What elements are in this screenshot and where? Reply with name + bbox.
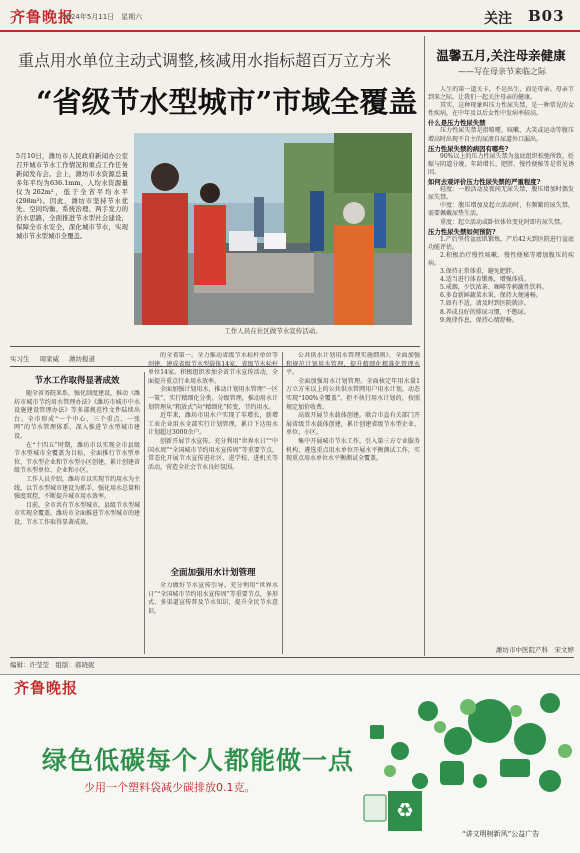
health-article-title: 温馨五月,关注母亲健康	[436, 48, 566, 63]
health-paragraph: 7.如有不适，请及时到医院就诊。	[440, 300, 530, 308]
eco-icons-illustration	[340, 681, 576, 841]
paragraph: 公共供水计划用水管理实施细则》，全面加强和规范计划用水管理，提升精细化精准化管理水平。	[286, 352, 420, 377]
page-number: B03	[528, 7, 565, 25]
editor-credit: 编辑：许莹莹 组版：郝晓妮	[10, 661, 95, 669]
newspaper-logo: 齐鲁晚报	[10, 8, 75, 26]
article-column-2	[148, 352, 278, 564]
public-service-ad	[0, 674, 580, 853]
ad-newspaper-logo: 齐鲁晚报	[14, 679, 79, 697]
section-name: 关注	[484, 11, 512, 27]
byline	[10, 354, 103, 363]
article-column-2b	[148, 582, 278, 654]
svg-text:♻: ♻	[396, 798, 414, 822]
paragraph: 近年来，潍坊市用水户实现了零增长，新增工业企业用水全部实行计划管理，累计下达用水计划超过3000余户。	[148, 412, 278, 437]
health-paragraph: 2.积极治疗慢性咳嗽、慢性便秘等增加腹压的疾病。	[428, 251, 574, 267]
health-article-author: 潍坊市中医院产科 宋文婷	[496, 646, 574, 654]
paragraph: 在“十四五”时期，潍坊市以实现全市县级节水型城市全覆盖为目标，全面推行节水型单位、节水型企业和节水型小区创建，累计创建省级节水型单位、企业和小区。	[14, 441, 140, 475]
health-paragraph: 轻度：一般活动及夜间无尿失禁，腹压增加时偶发尿失禁。	[428, 186, 574, 202]
paragraph: 随全省务院来系，强化制度建设，推动《潍坊市城市节约用水管理办法》《潍坊市城市中水设施建设管理办法》等多部规范性文件陆续出台。全市形成“一个中心、三个重点、一张网”的节水管理体系，深入推进节水型城市建设。	[14, 390, 140, 440]
health-paragraph: 90%以上的压力性尿失禁为盆底组织松弛所致，妊娠与阴道分娩、年龄增长、肥胖、慢性便秘等是常见诱因。	[428, 152, 574, 176]
health-paragraph: 8.养成良好的排尿习惯，不憋尿。	[440, 308, 530, 316]
paragraph: 的全省第一。全力推动省级节水标杆单位等创建，建成省级节水型载体14家，省级节水标杆单位14家。积极组织参加全省节水宣传活动，全面提升重点行业用水效率。	[148, 352, 278, 385]
issue-date: 2024年5月11日 星期六	[62, 13, 143, 21]
health-paragraph: 中度：腹压增加及起立活动时，有频繁的尿失禁，需要佩戴尿垫生活。	[428, 202, 574, 218]
article-column-3	[286, 352, 420, 654]
section-heading: 节水工作取得显著成效	[34, 376, 120, 386]
ad-credit: “讲文明树新风”公益广告	[462, 830, 540, 838]
divider	[10, 346, 420, 347]
column-rule	[282, 352, 283, 654]
divider	[10, 657, 574, 658]
paragraph: 高效开展节水载体创建。联合市直有关部门开展省级节水载体创建，累计创建省级节水型企业、单位、小区。	[286, 412, 420, 437]
health-article-body	[428, 86, 574, 656]
byline-location: 潍坊报道	[69, 355, 96, 363]
health-paragraph: 5.戒烟，少饮浓茶、咖啡等刺激性饮料。	[440, 284, 548, 292]
health-subheading: 如何去观评价压力性尿失禁的严重程度?	[428, 178, 541, 187]
lede-paragraph: 5月10日，潍坊市人民政府新闻办公室召开城市节水工作情况和重点工作任务新闻发布会。会上，潍坊市水资源总量多年平均为636.1mm，人均水资源量仅为262m³，低于全省平均水平(298m³)。因此，潍坊市坚持节水优先、空间均衡、系统治理、两手发力的治水思路，全面推进节水型社会建设，保障全市水安全，深化城市节水，实现城市节水型城市全覆盖。	[16, 152, 128, 241]
byline-role: 实习生	[10, 355, 30, 363]
health-paragraph: 3.保持正常体重，避免肥胖。	[440, 268, 518, 276]
ad-slogan: 绿色低碳每个人都能做一点	[42, 746, 355, 775]
column-rule	[144, 372, 145, 654]
health-subheading: 压力性尿失禁如何预防?	[428, 227, 496, 236]
health-paragraph: 压力性尿失禁是指喷嚏、咳嗽、大笑或运动等腹压增高时出现不自主的尿液自尿道外口漏出。	[428, 127, 574, 143]
news-photo	[134, 133, 412, 325]
paragraph: 全面加强计划用水，推动计划用水管理“一区一策”，实行精细化分类、分级管理，推动用水计划管理从“粗放式”向“精细化”转变，节约用水。	[148, 386, 278, 411]
article-column-1	[14, 390, 140, 654]
paragraph: 创新开展节水宣传。充分利用“世界水日”“中国水周”“全国城市节约用水宣传周”等重要节点，常态化开展节水宣传进社区、进学校、进机关等活动，营造全社会节水良好氛围。	[148, 437, 278, 471]
health-subheading: 压力性尿失禁的病因有哪些?	[428, 144, 509, 153]
photo-caption: 工作人员在社区做节水宣传活动。	[224, 327, 322, 335]
health-paragraph: 重度：起立活动或卧位体位变化时即有尿失禁。	[440, 218, 567, 226]
health-paragraph: 人生的第一道关卡，不是出生，而是母亲。母亲节到来之际，让我们一起关注母亲的健康。	[428, 86, 574, 102]
main-headline: “省级节水型城市”市域全覆盖	[36, 85, 418, 119]
paragraph: 全力做好节水宣传引导。充分利用“世界水日”“全国城市节约用水宣传周”等重要节点，多形式、多渠道宣传普及节水知识，提升全民节水意识。	[148, 582, 278, 615]
paragraph: 全面加强用水计划管理。全面核定年用水量1万立方米以上的公共供水管网用户用水计划，动态实现“100%全覆盖”。拒不执行用水计划的，按照规定加价收费。	[286, 377, 420, 411]
health-paragraph: 1.产后坚持盆底肌锻炼，产后42天到医院进行盆底功能评估。	[428, 235, 574, 251]
byline-author: 周家威	[39, 355, 60, 363]
paragraph: 工作人员介绍，潍坊市以实现节约用水为主线，以节水型城市建设为抓手，强化用水总量和强度双控，不断提升城市用水效率。	[14, 475, 140, 501]
health-paragraph: 4.适当进行体育锻炼，增强体质。	[440, 276, 530, 284]
paragraph: 目前，全市共有节水型城市，县级节水型城市实现全覆盖。潍坊市全面推进节水型城市的建设，节水工作取得显著成效。	[14, 501, 140, 526]
health-paragraph: 其实，这种现象叫压力性尿失禁，是一种常见的女性疾病，在中年及以后女性中发病率较高。	[428, 102, 574, 118]
health-paragraph: 6.多食新鲜蔬菜水果，保持大便通畅。	[440, 292, 542, 300]
ad-subtitle: 少用一个塑料袋减少碳排放0.1克。	[84, 781, 256, 794]
health-subheading: 什么是压力性尿失禁	[428, 119, 486, 128]
health-article-subtitle: ——写在母亲节来临之际	[458, 67, 546, 76]
health-paragraph: 9.规律作息，保持心情舒畅。	[440, 316, 518, 324]
column-rule	[424, 36, 425, 656]
sub-headline: 重点用水单位主动式调整,核减用水指标超百万立方米	[18, 51, 392, 70]
section-heading: 全面加强用水计划管理	[170, 568, 256, 578]
paragraph: 集中开展城市节水工作，引入第三方专业服务机构，遴选重点用水单位开展水平衡测试工作，实现重点用水单位水平衡测试全覆盖。	[286, 437, 420, 463]
